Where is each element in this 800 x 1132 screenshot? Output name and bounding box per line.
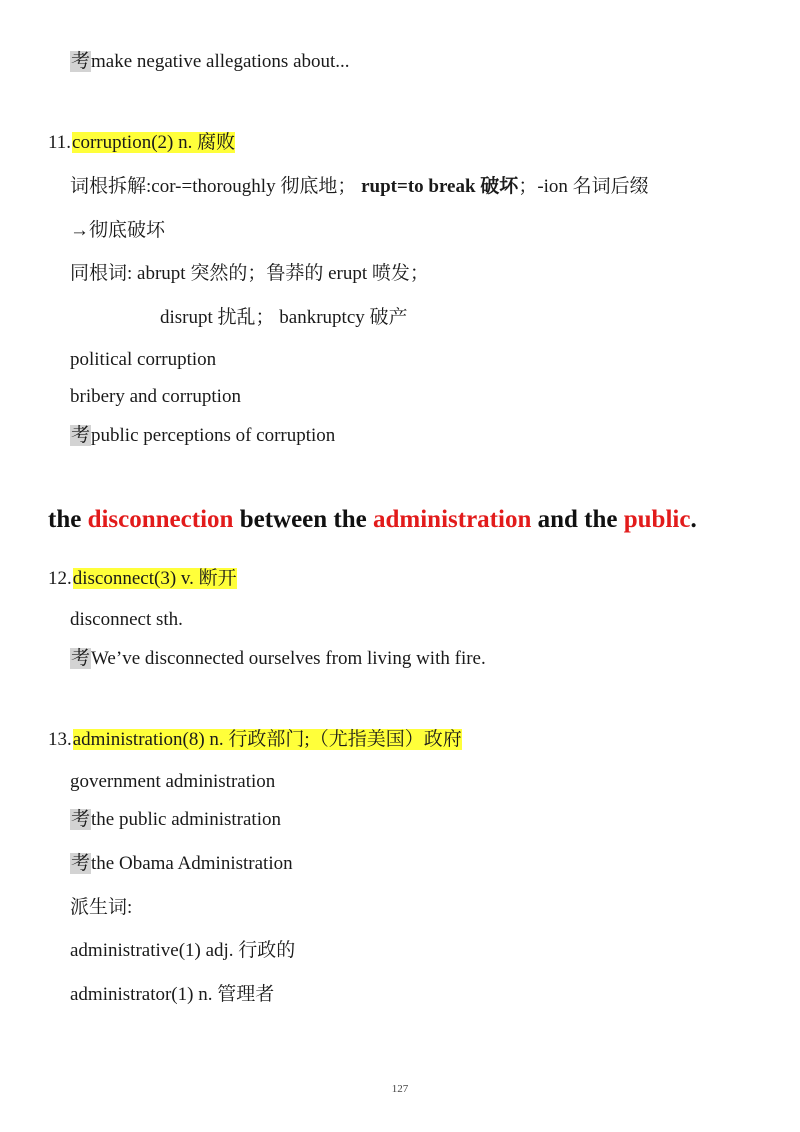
entry-heading-12	[48, 567, 237, 591]
exam-marker: 考	[71, 809, 91, 830]
derivative-item: administrator(1) n. 管理者	[70, 984, 275, 1005]
exam-example-line	[70, 50, 350, 74]
keyword-disconnection: disconnection	[87, 506, 234, 533]
entry-heading-11	[48, 131, 235, 155]
phrase-line: disconnect sth.	[70, 609, 183, 630]
sentence-text: the	[48, 506, 88, 533]
keyword-public: public	[623, 506, 691, 533]
phrase-line: political corruption	[70, 349, 217, 370]
etymology-root: rupt=to break 破坏	[361, 176, 519, 197]
exam-example-text: the public administration	[91, 809, 281, 830]
exam-marker: 考	[71, 853, 91, 874]
exam-marker: 考	[71, 51, 91, 72]
exam-example-text: public perceptions of corruption	[91, 425, 336, 446]
derivative-item: administrative(1) adj. 行政的	[70, 940, 296, 961]
entry-number: 12.	[48, 568, 72, 589]
phrase-line: government administration	[70, 771, 276, 792]
exam-example-line	[70, 808, 281, 832]
entry-heading-13	[48, 728, 462, 752]
etymology-result: →彻底破坏	[70, 220, 166, 241]
etymology-part: cor-=thoroughly 彻底地；	[151, 176, 357, 197]
entry-headword: administration(8) n. 行政部门;（尤指美国）政府	[72, 729, 462, 750]
exam-marker: 考	[71, 425, 91, 446]
sentence-text: between the	[233, 506, 373, 533]
cognates-line-2: disrupt 扰乱； bankruptcy 破产	[160, 307, 408, 328]
exam-example-line	[70, 852, 293, 876]
cognates-text: abrupt 突然的；鲁莽的 erupt 喷发；	[137, 263, 429, 284]
exam-marker: 考	[71, 648, 91, 669]
keyword-administration: administration	[373, 506, 532, 533]
sentence-text: and the	[531, 506, 624, 533]
page-number: 127	[391, 1083, 409, 1095]
derivatives-label: 派生词:	[70, 897, 133, 918]
etymology-line	[70, 175, 649, 199]
exam-example-text: the Obama Administration	[91, 853, 293, 874]
entry-number: 11.	[48, 132, 72, 153]
etymology-part: ；-ion 名词后缀	[518, 176, 649, 197]
exam-example-text: We’ve disconnected ourselves from living with fire.	[91, 648, 486, 669]
exam-example-line	[70, 647, 486, 671]
cognates-line	[70, 262, 429, 286]
etymology-label: 词根拆解:	[70, 176, 152, 197]
entry-headword: corruption(2) n. 腐败	[72, 132, 236, 153]
sentence-text: .	[690, 506, 697, 533]
key-sentence	[48, 504, 697, 536]
phrase-line: bribery and corruption	[70, 386, 241, 407]
entry-headword: disconnect(3) v. 断开	[72, 568, 237, 589]
entry-number: 13.	[48, 729, 72, 750]
exam-example-text: make negative allegations about...	[91, 51, 350, 72]
exam-example-line	[70, 424, 335, 448]
cognates-label: 同根词:	[70, 263, 133, 284]
